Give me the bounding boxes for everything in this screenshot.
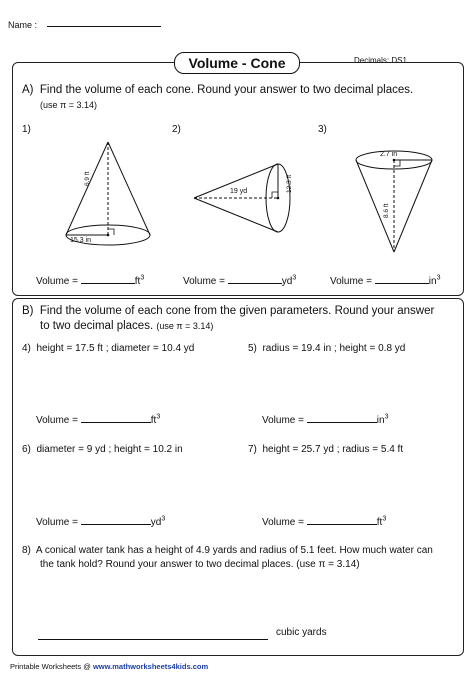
answer-1: [36, 273, 144, 287]
answer-5-blank[interactable]: [307, 412, 377, 423]
answer-4: [36, 412, 160, 426]
answer-7-blank[interactable]: [307, 514, 377, 525]
problem-8-pi-note: (use π = 3.14): [296, 559, 360, 570]
cone-3-height-label: 8.6 ft: [383, 203, 390, 218]
section-b-text-1: Find the volume of each cone from the given parameters. Round your answer: [39, 305, 435, 317]
answer-3: [330, 273, 440, 287]
problem-5: [248, 343, 405, 354]
section-a-label: A): [22, 84, 34, 96]
answer-3-label: Volume =: [330, 276, 372, 287]
answer-2-unit: yd: [281, 276, 293, 287]
answer-2-label: Volume =: [183, 276, 225, 287]
problem-5-number: 5): [248, 343, 257, 354]
footer: [10, 662, 208, 671]
cone-1-radius-label: 15.3 in: [70, 237, 92, 244]
answer-8-unit: cubic yards: [276, 627, 327, 638]
cone-3-figure: [350, 144, 440, 260]
answer-1-unit: ft: [134, 276, 141, 287]
problem-7: [248, 444, 403, 455]
section-b-instruction-1: [22, 304, 434, 319]
problem-4-number: 4): [22, 343, 31, 354]
answer-7-unit: ft: [376, 517, 383, 528]
answer-1-blank[interactable]: [81, 273, 135, 284]
answer-4-blank[interactable]: [81, 412, 151, 423]
answer-4-label: Volume =: [36, 415, 78, 426]
answer-8-blank[interactable]: [38, 639, 268, 640]
answer-2-blank[interactable]: [228, 273, 282, 284]
footer-prefix: Printable Worksheets @: [10, 662, 93, 671]
answer-6-unit: yd: [150, 517, 162, 528]
answer-4-unit: ft: [150, 415, 157, 426]
problem-4-text: height = 17.5 ft ; diameter = 10.4 yd: [36, 343, 195, 354]
item-3-number: 3): [318, 124, 327, 135]
section-b-label: B): [22, 305, 34, 317]
problem-8: [22, 545, 452, 556]
answer-3-blank[interactable]: [375, 273, 429, 284]
page-title: Volume - Cone: [174, 52, 300, 74]
section-b-instruction-2: [40, 319, 213, 334]
item-1-number: 1): [22, 124, 31, 135]
cone-3-radius-label: 2.7 in: [380, 151, 398, 158]
answer-5-unit: in: [376, 415, 385, 426]
answer-3-unit-sup: 3: [436, 274, 441, 282]
problem-8-line-2-row: [40, 559, 360, 570]
set-label: Decimals: DS1: [354, 56, 407, 65]
answer-3-unit: in: [428, 276, 437, 287]
cone-1-height-label: 6.9 ft: [84, 171, 91, 186]
answer-1-unit-sup: 3: [140, 274, 145, 282]
section-a-instruction: [22, 83, 413, 98]
answer-4-unit-sup: 3: [156, 413, 161, 421]
problem-7-text: height = 25.7 yd ; radius = 5.4 ft: [262, 444, 404, 455]
answer-2: [183, 273, 296, 287]
footer-site-link[interactable]: www.mathworksheets4kids.com: [92, 662, 209, 671]
answer-6-blank[interactable]: [81, 514, 151, 525]
section-a-text: Find the volume of each cone. Round your answer to two decimal places.: [39, 84, 414, 96]
answer-5-label: Volume =: [262, 415, 304, 426]
answer-1-label: Volume =: [36, 276, 78, 287]
name-label: Name :: [8, 20, 38, 30]
name-field[interactable]: [47, 26, 161, 27]
problem-6-number: 6): [22, 444, 31, 455]
problem-7-number: 7): [248, 444, 257, 455]
problem-8-line-1: A conical water tank has a height of 4.9 yards and radius of 5.1 feet. How much water can: [35, 545, 433, 556]
problem-8-number: 8): [22, 545, 31, 556]
answer-5: [262, 412, 388, 426]
answer-7: [262, 514, 386, 528]
answer-7-unit-sup: 3: [382, 515, 387, 523]
answer-6-unit-sup: 3: [161, 515, 166, 523]
answer-6-label: Volume =: [36, 517, 78, 528]
cone-2-height-label: 19 yd: [230, 188, 248, 195]
answer-6: [36, 514, 165, 528]
problem-8-line-2: the tank hold? Round your answer to two decimal places.: [40, 559, 294, 570]
cone-2-radius-label: 12.3 ft: [286, 174, 293, 193]
problem-6: [22, 444, 183, 455]
answer-5-unit-sup: 3: [384, 413, 389, 421]
problem-5-text: radius = 19.4 in ; height = 0.8 yd: [262, 343, 406, 354]
answer-2-unit-sup: 3: [292, 274, 297, 282]
item-2-number: 2): [172, 124, 181, 135]
answer-7-label: Volume =: [262, 517, 304, 528]
section-b-pi-note: (use π = 3.14): [156, 321, 214, 331]
section-b-text-2: to two decimal places.: [40, 320, 154, 332]
section-a-pi-note: (use π = 3.14): [40, 100, 97, 110]
problem-4: [22, 343, 194, 354]
problem-6-text: diameter = 9 yd ; height = 10.2 in: [36, 444, 183, 455]
cone-2-figure: [188, 158, 308, 238]
